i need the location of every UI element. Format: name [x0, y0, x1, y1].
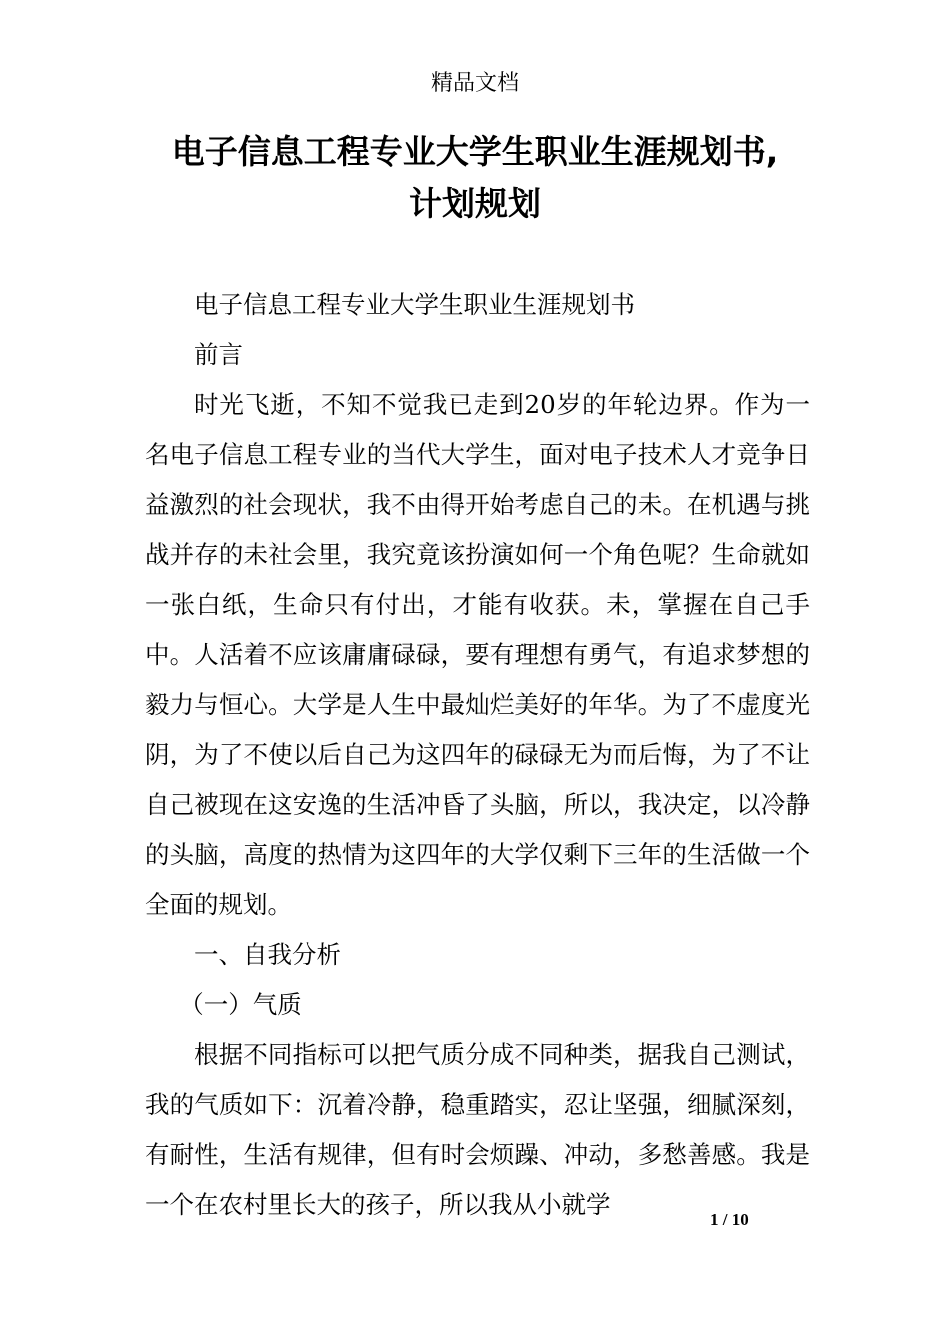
section-heading: 一、自我分析	[194, 940, 341, 969]
page-total: 10	[731, 1210, 749, 1229]
title-line-1: 电子信息工程专业大学生职业生涯规划书,	[171, 132, 779, 171]
title-line-2: 计划规划	[409, 184, 541, 223]
preface-heading: 前言	[194, 340, 243, 369]
page-header: 精品文档	[430, 71, 519, 96]
subsection-heading: （一）气质	[179, 990, 302, 1019]
page-current: 1	[710, 1210, 719, 1229]
body-paragraph: 根据不同指标可以把气质分成不同种类，据我自己测试，我的气质如下：沉着冷静，稳重踏实，忍让坚强，细腻深刻，有耐性，生活有规律，但有时会烦躁、冲动，多愁善感。我是一个在农村里长大的孩子，所以我从小就学	[145, 1040, 810, 1219]
page-separator: /	[718, 1210, 732, 1229]
document-title	[0, 126, 950, 230]
body-paragraph: 时光飞逝，不知不觉我已走到20岁的年轮边界。作为一名电子信息工程专业的当代大学生，面对电子技术人才竞争日益激烈的社会现状，我不由得开始考虑自己的未。在机遇与挑战并存的未社会里，我究竟该扮演如何一个角色呢？生命就如一张白纸，生命只有付出，才能有收获。未，掌握在自己手中。人活着不应该庸庸碌碌，要有理想有勇气，有追求梦想的毅力与恒心。大学是人生中最灿烂美好的年华。为了不虚度光阴，为了不使以后自己为这四年的碌碌无为而后悔，为了不让自己被现在这安逸的生活冲昏了头脑，所以，我决定，以冷静的头脑，高度的热情为这四年的大学仅剩下三年的生活做一个全面的规划。	[145, 390, 810, 919]
document-body	[145, 280, 810, 1230]
page-number	[710, 1208, 810, 1232]
subtitle-paragraph: 电子信息工程专业大学生职业生涯规划书	[194, 290, 635, 319]
